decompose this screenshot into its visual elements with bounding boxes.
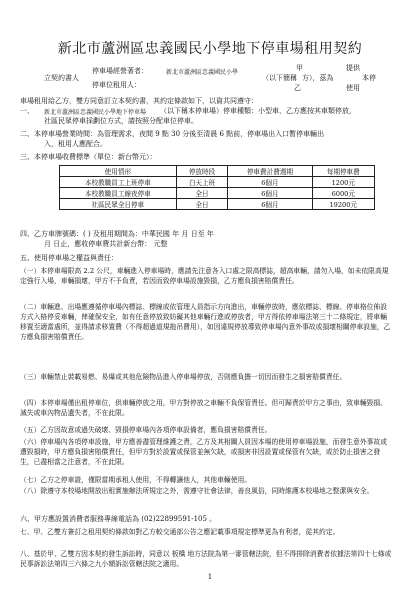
clause-1-text-2: 社區民眾停車採劃位方式，請按照分配車位停車。 [44,117,198,125]
header-purpose: 方），茲為 [302,74,334,82]
rule-6: （六）停車場內各項停車設施，甲方應善盡管理維護之責，乙方及其相關人員因本場的使用停車場設施，而發生意外事故或遭毀損時，甲方應負損害賠償責任，但甲方對於設置或保管並無欠缺，或損害非因設置或保管有欠缺，或於防止損害之發生，已盡相當之注意者，不在此限。 [20,438,388,467]
rule-5: （五）乙方因故意或過失破壞、毀損停車場內各項停車設備者，應負損害賠償責任。 [20,426,272,434]
header-contract-parties: 立契約書人 [44,74,79,82]
clause-1-number: 一、 [20,107,34,115]
header-school-name: 新北市蘆洲區忠義國民小學 [166,69,239,76]
header-provide: 提供 [346,64,360,72]
fee-table-cell: 6個月 [228,199,312,210]
rule-7: （七）乙方之停車證，僅限當期承租人使用，不得轉讓他人，其他車輛使用。 [20,476,252,484]
rule-4: （四）本停車場僅出租停車位，供車輛停放之用，甲方對停放之車輛不負保管責任。但可歸責於甲方之事由，致車輛毀損、滅失或車內物品遺失者，不在此限。 [20,399,388,418]
fee-table-header: 每期停車費 [312,166,374,177]
clause-3-text: 三、本停車場收費標準（單位：新台幣元）： [20,153,157,161]
clause-4-text: 四、乙方車牌號碼：( ) 及租用期間為：中華民國 年 月 日至 年 [20,230,214,238]
fee-table-cell: 全日 [176,199,228,210]
fee-table-cell: 本校教職員工上班停車 [60,177,177,188]
intro-text: 車場租用給乙方，雙方同意訂立本契約書，其約定條款如下，以資共同遵守： [20,97,258,105]
fee-table-row [60,188,375,199]
clause-5-heading: 五、使用停車場之權益與責任： [20,254,118,262]
rule-8: （八）除遵守本校場地開放出租實施辦法所規定之外，需遵守社會法律，善良風俗，同時維護本校場地之整潔與安全。 [20,487,374,495]
rule-1: （一）本停車場限高 2.2 公尺，車輛進入停車場時，應請先注意各入口處之限高標誌，超高車輛，請勿入場，如未依限高規定強行入場，車輛損壞，甲方不予負責，若因而致停車場設施毀損，乙方應負損害賠償責任。 [20,267,389,286]
fee-table-cell: 全日 [176,188,228,199]
fee-table-cell: 1200元 [312,177,374,188]
clause-1-lot-name: 新北市蘆洲區忠義國民小學地下停車場 [44,109,147,116]
clause-1-text: （以下稱本停車場）停車種類：小型車，乙方應按其車類停放， [160,107,356,115]
fee-table-cell: 本校教職員工線夜停車 [60,188,177,199]
rule-2: （二）車輛進、出場應遵循停車場內標誌、標線或依管理人員指示方向進出，車輛停放時，應依標誌、標線、停車格位佈設方式入格停妥車輛，俾確保安全，如有任意停放致妨礙其他車輛行進或停放者，甲方得依停車場法第三十二條規定，將車輛移置至適當處所，並得請求移置費（不得超過道規拖吊費用），如因違規停放導致停車場內意外事故或損壞相關停車設施，乙方應負損害賠償責任。 [20,303,391,342]
fee-table-cell: 6個月 [228,177,312,188]
fee-table-cell: 6個月 [228,188,312,199]
header-renter-label: 停車位租用人： [92,81,141,89]
clause-2-text: 二、本停車場營業時間：為管理需求，夜間 9 點 30 分後至清晨 6 點前，停車場出入口暫停車輛出 [20,130,325,138]
header-party-a: 甲 [296,64,303,72]
fee-table-row [60,199,375,210]
fee-table-cell: 19200元 [312,199,374,210]
header-abbrev: （以下簡稱 [262,74,297,82]
fee-table-cell: 白天上班 [176,177,228,188]
fee-table-header-row [60,166,375,177]
clause-7-text: 七、甲、乙雙方簽訂之租用契約條款如對乙方較交通部公告之應記載事項規定標準更為有利者，從其約定。 [20,528,340,536]
fee-table [59,165,375,210]
fee-table-header: 使用情形 [60,166,177,177]
clause-6-text: 六、甲方應設置消費者服務專線電話為 (02)22899591-105 。 [20,515,217,523]
clause-8-text: 八、基於甲、乙雙方因本契約發生訴訟時，同意以 板橋 地方法院為第一審管轄法院，但不得排除消費者依據法第四十七條或民事訴訟法第四三六條之九小額訴訟管轄法院之適用。 [20,550,392,569]
fee-table-row [60,177,375,188]
fee-table-header: 停放時段 [176,166,228,177]
header-operator-label: 停車場經營著者： [92,67,148,75]
page-number: 1 [207,573,213,581]
header-use: 使用 [346,84,360,92]
fee-table-cell: 社區民眾全日停車 [60,199,177,210]
rule-3: （三）車輛禁止裝載易燃、易爆或其他危險物品進入停車場停放，否則應負擔一切因而發生之損害賠償責任。 [20,373,347,381]
clause-2-text-2: 入，租用人應配合。 [44,140,107,148]
header-party-b: 乙 [294,84,301,92]
fee-table-cell: 6000元 [312,188,374,199]
fee-table-header: 停車費計費週期 [228,166,312,177]
header-this-lot: 本停 [362,74,376,82]
clause-4-text-2: 月 日止，應收停車費共計新台幣： 元整 [44,240,168,248]
page-title: 新北市蘆洲區忠義國民小學地下停車場租用契約 [57,41,363,57]
